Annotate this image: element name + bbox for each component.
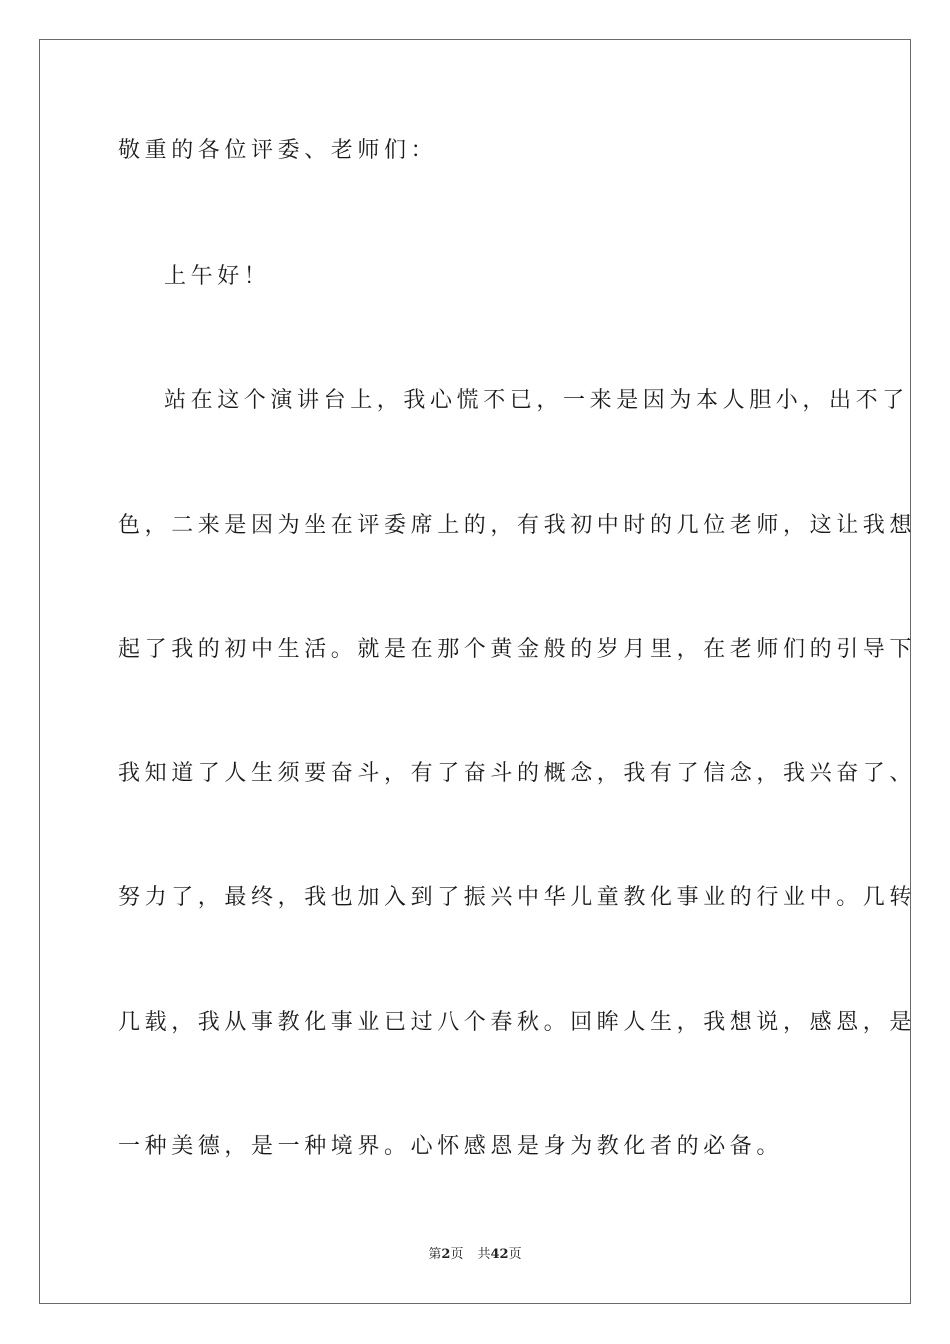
page-prefix: 第 bbox=[428, 1247, 442, 1262]
page-number: 2 bbox=[441, 1247, 451, 1262]
page-footer bbox=[0, 1246, 950, 1264]
paragraph-line: 起了我的初中生活。就是在那个黄金般的岁月里，在老师们的引导下 bbox=[118, 637, 917, 662]
paragraph-line: 努力了，最终，我也加入到了振兴中华儿童教化事业的行业中。几转 bbox=[118, 885, 917, 910]
salutation: 敬重的各位评委、老师们： bbox=[118, 138, 438, 163]
greeting: 上午好！ bbox=[164, 264, 271, 289]
paragraph-line: 站在这个演讲台上，我心慌不已，一来是因为本人胆小，出不了 bbox=[164, 388, 909, 413]
paragraph-line: 一种美德，是一种境界。心怀感恩是身为教化者的必备。 bbox=[118, 1134, 784, 1159]
page-suffix: 页 bbox=[450, 1247, 464, 1262]
total-pages: 42 bbox=[490, 1247, 509, 1262]
paragraph-line: 几载，我从事教化事业已过八个春秋。回眸人生，我想说，感恩，是 bbox=[118, 1010, 917, 1035]
total-suffix: 页 bbox=[508, 1247, 522, 1262]
total-prefix: 共 bbox=[477, 1247, 491, 1262]
paragraph-line: 我知道了人生须要奋斗，有了奋斗的概念，我有了信念，我兴奋了、 bbox=[118, 761, 917, 786]
page-border bbox=[39, 39, 917, 1304]
paragraph-line: 色，二来是因为坐在评委席上的，有我初中时的几位老师，这让我想 bbox=[118, 513, 917, 538]
